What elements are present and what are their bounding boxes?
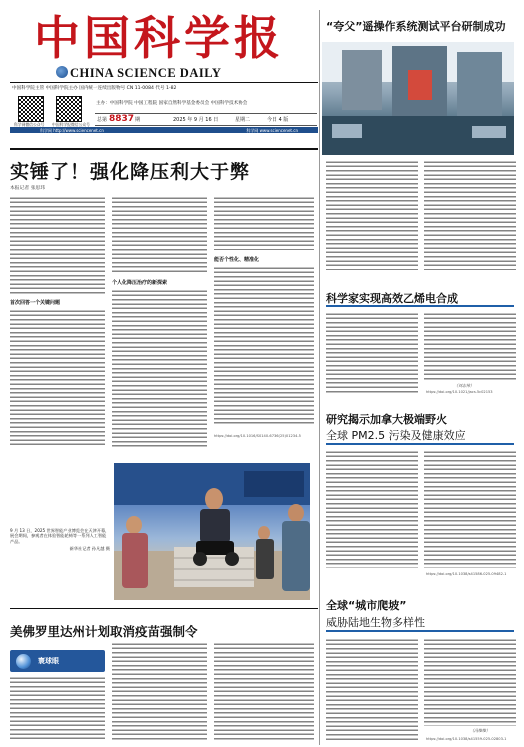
article-text: [214, 266, 314, 426]
article-text: [424, 638, 516, 726]
article-text: [326, 312, 418, 394]
article-text: [10, 196, 105, 296]
article-text: [424, 450, 516, 568]
blue-band: [10, 127, 318, 133]
article-text: [424, 312, 516, 380]
issue-prefix: 总第: [97, 117, 108, 123]
kuafu-photo: [322, 42, 514, 155]
article-text: [214, 642, 314, 742]
band-link[interactable]: 科学网 www.sciencenet.cn: [246, 127, 298, 133]
author-sig: （刘志伟）: [454, 383, 474, 388]
doi-link[interactable]: https://doi.org/10.1038/s41586-025-09482-1: [426, 572, 507, 576]
subhead: 个人化降压治疗的新探索: [112, 280, 168, 286]
masthead-title-en: CHINA SCIENCE DAILY: [70, 66, 222, 80]
story2-headline: 科学家实现高效乙烯电合成: [326, 292, 458, 305]
doi-link[interactable]: https://doi.org/10.1038/s41559-025-02803-1: [426, 737, 507, 741]
divider: [10, 82, 318, 83]
article-text: [10, 676, 105, 742]
subhead: 首次回答一个关键问题: [10, 300, 61, 306]
article-text: [326, 160, 418, 270]
publication-info: 中国科学院主管 中国科学院主办 国内统一连续出版物号 CN 11-0084 代号 1-82: [12, 86, 177, 91]
issue-weekday: 星期二: [235, 117, 251, 123]
article-text: [10, 309, 105, 447]
issue-date: 2025 年 9 月 16 日: [173, 117, 219, 123]
story4-headline-2: 威胁陆地生物多样性: [326, 616, 425, 629]
doi-link[interactable]: https://doi.org/10.1021/jacs.5c02153: [426, 390, 493, 394]
article-text: [424, 160, 516, 270]
author-sig: （冯维维）: [470, 728, 490, 733]
subhead: 能否个性化、精准化: [214, 257, 260, 263]
article-text: [214, 196, 314, 250]
lead-byline: 本报记者 张思玮: [10, 186, 46, 191]
divider: [10, 148, 318, 150]
masthead-title: 中国科学报: [34, 11, 284, 65]
story4-headline-1: 全球“城市爬坡”: [326, 599, 407, 612]
doi-link[interactable]: https://doi.org/10.1016/S0140-6736(25)01234-5: [214, 434, 301, 438]
article-text: [112, 642, 207, 742]
issue-bar: [95, 113, 317, 126]
accent-rule: [326, 443, 514, 445]
lab-scene: [322, 42, 514, 155]
accent-rule: [326, 630, 514, 632]
story3-headline-2: 全球 PM2.5 污染及健康效应: [326, 429, 466, 442]
accent-rule: [326, 305, 514, 307]
article-text: [326, 450, 418, 568]
globe-icon: [56, 66, 68, 78]
issue-suffix: 期: [135, 117, 141, 123]
band-link[interactable]: 科学网 http://www.sciencenet.cn: [40, 127, 104, 133]
qr-code: [18, 96, 44, 122]
qr-label: 中国科学报微信公众号: [52, 122, 90, 127]
issue-pages: 今日 4 版: [267, 117, 289, 123]
expo-scene: [114, 463, 310, 600]
article-text: [326, 638, 418, 742]
column-name: 寰球眼: [38, 657, 59, 665]
column-divider: [319, 10, 320, 745]
article-text: [112, 196, 207, 274]
article-text: [112, 289, 207, 447]
issue-number: 8837: [109, 114, 135, 124]
sponsors: 主办：中国科学院 中国工程院 国家自然科学基金委员会 中国科学技术协会: [96, 101, 248, 106]
caption-credit: 新华社记者 孙凡越 摄: [69, 546, 110, 552]
story3-headline-1: 研究揭示加拿大极端野火: [326, 413, 447, 426]
globe-icon: [16, 654, 31, 669]
lead-headline: 实锤了！强化降压利大于弊: [10, 161, 251, 183]
column-logo: [10, 650, 105, 672]
bottom-headline: 美佛罗里达州计划取消疫苗强制令: [10, 624, 198, 639]
expo-photo: [114, 463, 310, 600]
qr-label: 科学网微信公众号: [14, 122, 45, 127]
caption-text: 9 月 13 日，2025 世界智能产业博览会在天津开幕，展会期间，参观者在体验智能轮椅等一系列人工智能产品。: [10, 528, 110, 544]
qr-code: [56, 96, 82, 122]
photo-caption: [10, 528, 110, 600]
divider: [10, 608, 318, 609]
story1-headline: “夸父”遥操作系统测试平台研制成功: [326, 20, 506, 33]
